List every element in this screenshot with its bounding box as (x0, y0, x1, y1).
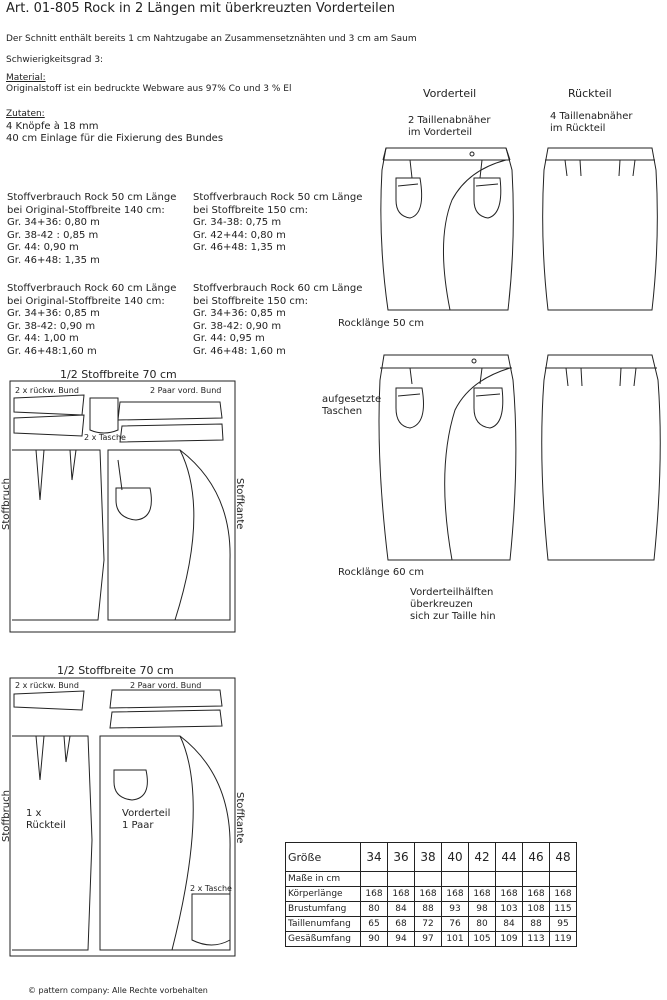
table-cell: 168 (388, 887, 415, 902)
fabric-line: Gr. 44: 1,00 m (7, 333, 79, 344)
size-cell: 44 (496, 843, 523, 872)
table-cell: 109 (496, 932, 523, 947)
fabric-line: bei Stoffbreite 150 cm: (193, 204, 309, 216)
fabric-line: bei Original-Stoffbreite 140 cm: (7, 204, 165, 216)
vorderteil-label: Vorderteil (423, 87, 477, 100)
layout1-selvage-label: Stoffkante (234, 478, 245, 530)
fabric-line: Gr. 38-42: 0,90 m (7, 320, 96, 332)
back-skirt-60-drawing (542, 355, 661, 560)
table-cell: 94 (388, 932, 415, 947)
fabric-line: Gr. 46+48: 1,60 m (193, 345, 286, 357)
layout2-pocket-label: 2 x Tasche (190, 884, 232, 893)
table-cell: 80 (469, 917, 496, 932)
cross-note: überkreuzen (410, 599, 473, 610)
fabric-line: Gr. 46+48: 1,35 m (193, 242, 286, 253)
table-cell: 113 (523, 932, 550, 947)
length-50-label: Rocklänge 50 cm (338, 318, 424, 329)
fabric-line: Stoffverbrauch Rock 60 cm Länge (7, 283, 177, 294)
table-cell: 105 (469, 932, 496, 947)
fabric-line: Gr. 34-38: 0,75 m (193, 217, 282, 228)
front-darts-note: im Vorderteil (408, 127, 473, 138)
fabric-line: bei Original-Stoffbreite 140 cm: (7, 295, 165, 307)
table-cell: 68 (388, 917, 415, 932)
fabric-line: Gr. 34+36: 0,85 m (193, 308, 286, 319)
fabric-line: Gr. 46+48: 1,35 m (7, 254, 100, 266)
unit-row (286, 872, 577, 887)
layout2-back-band-label: 2 x rückw. Bund (15, 681, 79, 690)
pockets-note: Taschen (322, 406, 363, 417)
table-cell: 88 (415, 902, 442, 917)
rueckteil-label: Rückteil (568, 87, 612, 100)
page-title: Art. 01-805 Rock in 2 Längen mit überkreuzten Vorderteilen (6, 1, 396, 16)
table-cell: 76 (442, 917, 469, 932)
table-cell: 168 (442, 887, 469, 902)
fabric-line: Gr. 44: 0,95 m (193, 333, 265, 344)
fabric-line: Stoffverbrauch Rock 60 cm Länge (193, 283, 363, 294)
table-cell: 103 (496, 902, 523, 917)
back-darts-note: im Rückteil (550, 123, 606, 134)
zutaten-heading: Zutaten: (6, 109, 45, 119)
layout1-title: 1/2 Stoffbreite 70 cm (60, 368, 177, 381)
row-label: Brustumfang (286, 902, 361, 917)
fabric-line: Gr. 38-42 : 0,85 m (7, 229, 99, 241)
table-cell: 115 (550, 902, 577, 917)
copyright-footer: © pattern company: Alle Rechte vorbehalten (28, 986, 208, 995)
back-skirt-50-drawing (543, 148, 658, 310)
layout2-title: 1/2 Stoffbreite 70 cm (57, 664, 174, 677)
size-cell: 36 (388, 843, 415, 872)
size-header-label: Größe (286, 843, 361, 872)
fabric-line: Gr. 34+36: 0,85 m (7, 308, 100, 319)
row-label: Taillenumfang (286, 917, 361, 932)
size-cell: 42 (469, 843, 496, 872)
front-skirt-50-drawing (381, 148, 513, 310)
fabric-line: Gr. 44: 0,90 m (7, 242, 79, 253)
material-heading: Material: (6, 73, 46, 83)
zutaten-item: 40 cm Einlage für die Fixierung des Bundes (6, 133, 224, 144)
size-table (285, 842, 577, 947)
table-cell: 168 (496, 887, 523, 902)
layout1-back-band-label: 2 x rückw. Bund (15, 386, 79, 395)
row-label: Gesäßumfang (286, 932, 361, 947)
table-cell: 97 (415, 932, 442, 947)
table-cell: 65 (361, 917, 388, 932)
layout2-front-piece-label: Vorderteil (122, 808, 171, 819)
back-darts-note: 4 Taillenabnäher (550, 111, 633, 122)
table-cell: 88 (523, 917, 550, 932)
table-cell: 95 (550, 917, 577, 932)
row-label: Körperlänge (286, 887, 361, 902)
table-cell: 168 (550, 887, 577, 902)
material-text: Originalstoff ist ein bedruckte Webware aus 97% Co und 3 % El (6, 84, 292, 94)
size-header-row (286, 843, 577, 872)
size-cell: 46 (523, 843, 550, 872)
fabric-line: Gr. 34+36: 0,80 m (7, 217, 100, 228)
size-cell: 48 (550, 843, 577, 872)
table-cell: 168 (469, 887, 496, 902)
table-cell: 119 (550, 932, 577, 947)
fabric-line: bei Stoffbreite 150 cm: (193, 295, 309, 307)
layout1-fold-label: Stoffbruch (1, 478, 12, 530)
layout2-front-band-label: 2 Paar vord. Bund (130, 681, 202, 690)
difficulty-label: Schwierigkeitsgrad 3: (6, 55, 104, 65)
layout2-selvage-label: Stoffkante (234, 792, 245, 844)
layout2-back-piece-label: 1 x (26, 808, 42, 819)
layout2-front-piece-label: 1 Paar (122, 820, 154, 831)
fabric-line: Gr. 46+48:1,60 m (7, 345, 97, 357)
cross-note: Vorderteilhälften (410, 587, 494, 598)
pockets-note: aufgesetzte (322, 394, 382, 405)
table-cell: 101 (442, 932, 469, 947)
size-cell: 40 (442, 843, 469, 872)
seam-allowance-note: Der Schnitt enthält bereits 1 cm Nahtzugabe an Zusammensetznähten und 3 cm am Saum (6, 34, 417, 44)
table-row (286, 902, 577, 917)
table-cell: 108 (523, 902, 550, 917)
zutaten-item: 4 Knöpfe à 18 mm (6, 121, 99, 132)
cutting-layout-1 (10, 381, 235, 632)
table-cell: 72 (415, 917, 442, 932)
fabric-line: Stoffverbrauch Rock 50 cm Länge (193, 192, 363, 203)
table-row (286, 917, 577, 932)
table-row (286, 887, 577, 902)
front-darts-note: 2 Taillenabnäher (408, 115, 491, 126)
length-60-label: Rocklänge 60 cm (338, 567, 424, 578)
table-cell: 168 (361, 887, 388, 902)
layout2-fold-label: Stoffbruch (1, 790, 12, 842)
size-cell: 34 (361, 843, 388, 872)
unit-label: Maße in cm (286, 872, 361, 887)
fabric-line: Gr. 38-42: 0,90 m (193, 320, 282, 332)
layout2-back-piece-label: Rückteil (26, 820, 66, 831)
table-cell: 168 (523, 887, 550, 902)
layout1-pocket-label: 2 x Tasche (84, 433, 126, 442)
table-row (286, 932, 577, 947)
table-cell: 84 (388, 902, 415, 917)
front-skirt-60-drawing (379, 355, 516, 560)
size-cell: 38 (415, 843, 442, 872)
table-cell: 80 (361, 902, 388, 917)
fabric-line: Stoffverbrauch Rock 50 cm Länge (7, 192, 177, 203)
layout1-front-band-label: 2 Paar vord. Bund (150, 386, 222, 395)
table-cell: 93 (442, 902, 469, 917)
fabric-line: Gr. 42+44: 0,80 m (193, 229, 286, 241)
table-cell: 98 (469, 902, 496, 917)
cross-note: sich zur Taille hin (410, 611, 496, 622)
table-cell: 84 (496, 917, 523, 932)
table-cell: 168 (415, 887, 442, 902)
table-cell: 90 (361, 932, 388, 947)
